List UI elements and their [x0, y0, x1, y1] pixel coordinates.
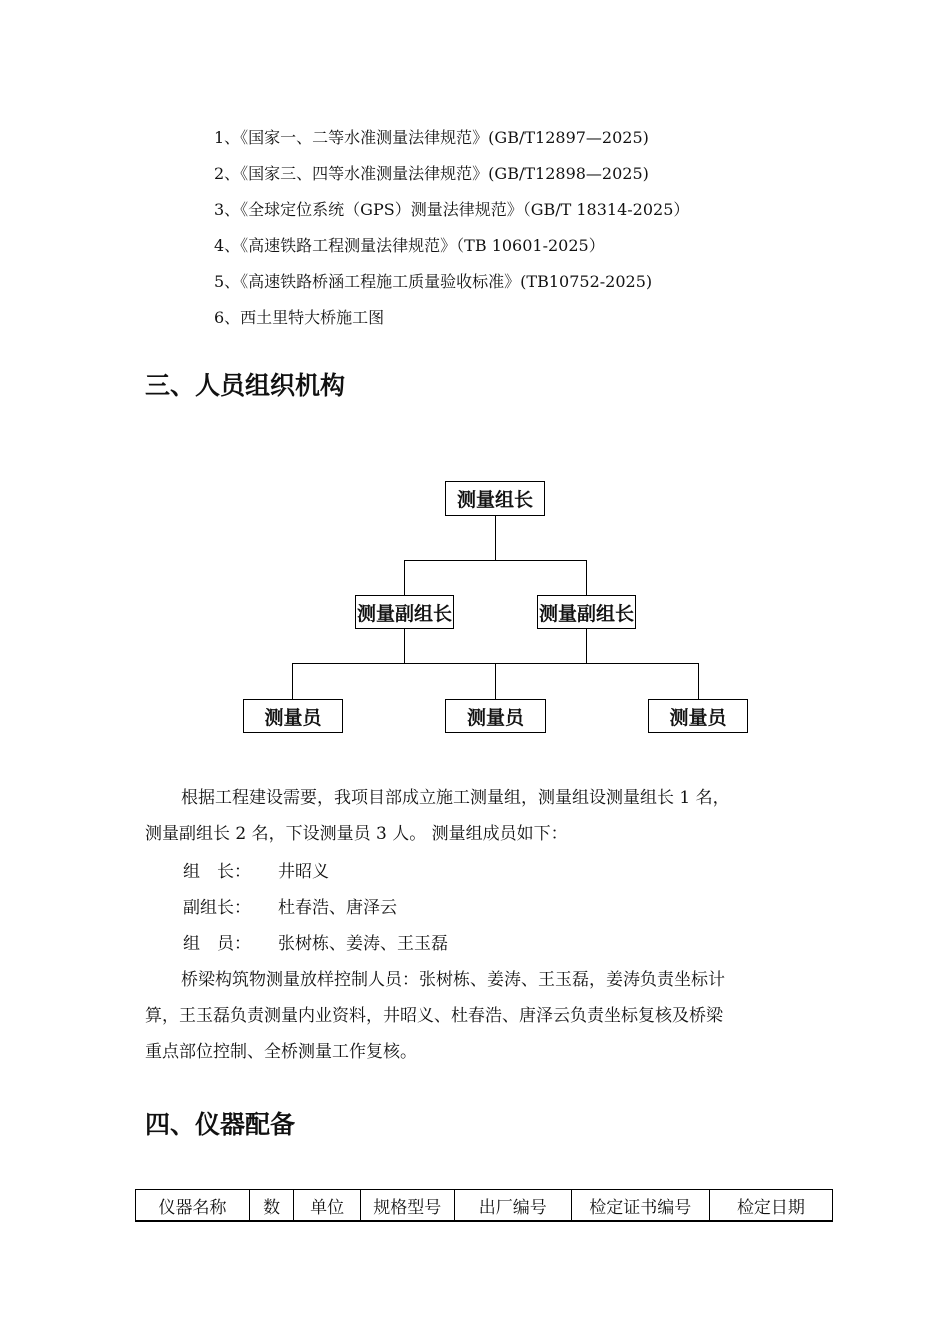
org-connector [586, 560, 587, 595]
section-heading-personnel: 三、人员组织机构 [145, 371, 346, 400]
instrument-table [135, 1189, 833, 1222]
table-header-cell: 规格型号 [360, 1190, 454, 1222]
org-node-leader: 测量组长 [445, 481, 545, 516]
table-header-cell: 仪器名称 [136, 1190, 250, 1222]
role-names: 杜春浩、唐泽云 [278, 898, 397, 918]
org-node-deputy: 测量副组长 [355, 595, 454, 629]
role-row [183, 862, 329, 882]
intro-line: 测量副组长 2 名，下设测量员 3 人。 测量组成员如下： [145, 824, 568, 844]
table-header-cell: 数 [249, 1190, 293, 1222]
role-names: 张树栋、姜涛、王玉磊 [278, 934, 448, 954]
reference-item: 5、《高速铁路桥涵工程施工质量验收标准》(TB10752-2025) [214, 272, 653, 291]
org-connector [495, 663, 496, 699]
reference-item: 4、《高速铁路工程测量法律规范》（TB 10601-2025） [214, 236, 605, 255]
duty-line: 算，王玉磊负责测量内业资料，井昭义、杜春浩、唐泽云负责坐标复核及桥梁 [145, 1006, 723, 1026]
duty-line: 桥梁构筑物测量放样控制人员：张树栋、姜涛、王玉磊，姜涛负责坐标计 [181, 970, 725, 990]
role-label: 组 长： [183, 862, 251, 882]
role-names: 井昭义 [278, 862, 329, 882]
table-header-row [136, 1190, 833, 1222]
org-connector [495, 516, 496, 560]
org-node-member: 测量员 [445, 699, 546, 733]
duty-paragraph [145, 962, 805, 1070]
org-connector [404, 629, 405, 663]
role-label: 组 员： [183, 934, 251, 954]
role-label: 副组长： [183, 898, 251, 918]
org-connector [404, 560, 405, 595]
table-header-cell: 检定日期 [709, 1190, 832, 1222]
intro-line: 根据工程建设需要，我项目部成立施工测量组，测量组设测量组长 1 名， [181, 788, 730, 808]
org-node-member: 测量员 [243, 699, 343, 733]
role-row [183, 898, 397, 918]
duty-line: 重点部位控制、全桥测量工作复核。 [145, 1042, 417, 1062]
role-row [183, 934, 448, 954]
reference-item: 3、《全球定位系统（GPS）测量法律规范》（GB/T 18314-2025） [214, 200, 690, 219]
org-connector [292, 663, 293, 699]
org-connector [698, 663, 699, 699]
org-connector [586, 629, 587, 663]
org-connector [404, 560, 587, 561]
reference-item: 1、《国家一、二等水准测量法律规范》(GB/T12897—2025) [214, 128, 649, 147]
table-header-cell: 出厂编号 [454, 1190, 571, 1222]
intro-paragraph [145, 780, 805, 852]
table-header-cell: 检定证书编号 [571, 1190, 709, 1222]
org-node-member: 测量员 [648, 699, 748, 733]
reference-item: 2、《国家三、四等水准测量法律规范》(GB/T12898—2025) [214, 164, 649, 183]
section-heading-instruments: 四、仪器配备 [145, 1110, 296, 1139]
org-node-deputy: 测量副组长 [537, 595, 636, 629]
table-header-cell: 单位 [294, 1190, 361, 1222]
reference-item: 6、西土里特大桥施工图 [214, 308, 385, 327]
